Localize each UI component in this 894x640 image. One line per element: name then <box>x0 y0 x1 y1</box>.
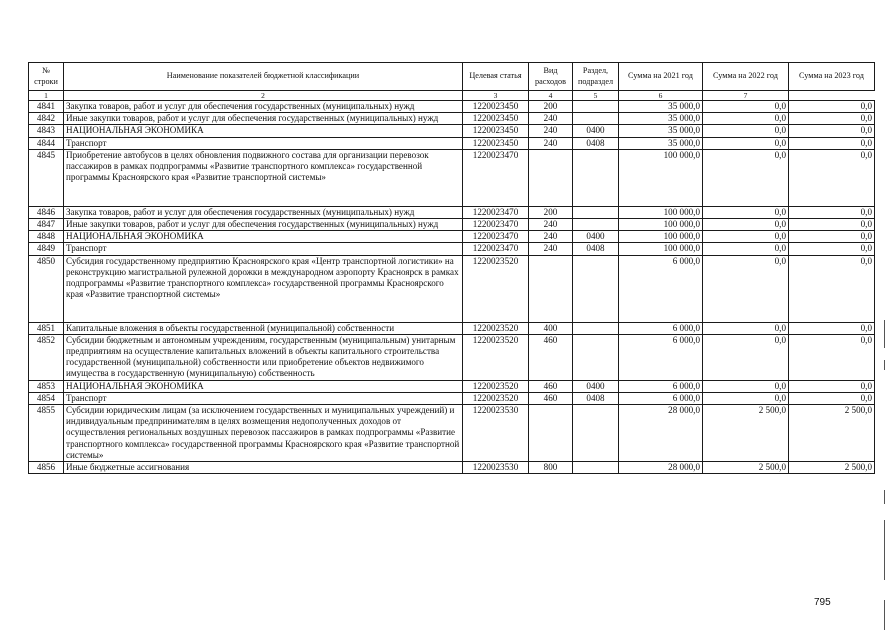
row-number: 4847 <box>29 219 64 231</box>
row-number: 4850 <box>29 255 64 322</box>
table-row <box>29 231 875 243</box>
row-number: 4854 <box>29 392 64 404</box>
header-sum-2021: Сумма на 2021 год <box>619 63 703 91</box>
row-sum-2022: 0,0 <box>703 334 789 380</box>
row-exp-type: 460 <box>529 380 573 392</box>
row-section: 0408 <box>573 392 619 404</box>
row-sum-2021: 100 000,0 <box>619 231 703 243</box>
scan-edge-mark <box>884 360 885 370</box>
row-exp-type: 200 <box>529 101 573 113</box>
table-row <box>29 392 875 404</box>
row-section <box>573 322 619 334</box>
row-exp-type: 240 <box>529 137 573 149</box>
row-exp-type: 200 <box>529 206 573 218</box>
column-number: 1 <box>29 91 64 101</box>
table-row <box>29 206 875 218</box>
row-target: 1220023520 <box>463 392 529 404</box>
row-sum-2023: 2 500,0 <box>789 462 875 474</box>
table-row <box>29 113 875 125</box>
row-sum-2023: 0,0 <box>789 380 875 392</box>
row-sum-2023: 0,0 <box>789 101 875 113</box>
row-sum-2022: 0,0 <box>703 243 789 255</box>
row-sum-2021: 6 000,0 <box>619 255 703 322</box>
row-target: 1220023520 <box>463 322 529 334</box>
row-name: Транспорт <box>64 392 463 404</box>
row-sum-2021: 6 000,0 <box>619 334 703 380</box>
row-section <box>573 113 619 125</box>
row-sum-2021: 6 000,0 <box>619 322 703 334</box>
row-sum-2021: 35 000,0 <box>619 125 703 137</box>
budget-table <box>28 62 875 474</box>
row-section: 0408 <box>573 243 619 255</box>
row-number: 4842 <box>29 113 64 125</box>
row-sum-2022: 0,0 <box>703 206 789 218</box>
row-sum-2023: 0,0 <box>789 137 875 149</box>
row-sum-2022: 0,0 <box>703 219 789 231</box>
header-indicator-name: Наименование показателей бюджетной классификации <box>64 63 463 91</box>
row-sum-2023: 0,0 <box>789 255 875 322</box>
table-row <box>29 405 875 462</box>
row-name: НАЦИОНАЛЬНАЯ ЭКОНОМИКА <box>64 125 463 137</box>
scan-edge-mark <box>884 320 885 348</box>
row-number: 4848 <box>29 231 64 243</box>
row-name: Иные закупки товаров, работ и услуг для обеспечения государственных (муниципальных) нужд <box>64 219 463 231</box>
row-sum-2023: 0,0 <box>789 392 875 404</box>
row-sum-2022: 2 500,0 <box>703 462 789 474</box>
scan-edge-mark <box>884 520 885 580</box>
row-number: 4853 <box>29 380 64 392</box>
row-sum-2021: 35 000,0 <box>619 101 703 113</box>
header-row <box>29 63 875 91</box>
row-sum-2021: 100 000,0 <box>619 219 703 231</box>
row-sum-2023: 0,0 <box>789 231 875 243</box>
row-name: Субсидии юридическим лицам (за исключением государственных и муниципальных учреждений) и индивидуальным предпринимателям в целях возмещения недополученных доходов от осуществления региональных воздушных перевозок пассажиров в рамках подпрограммы «Развитие транспортного комплекса» государственной программы Красноярского края «Развитие транспортной системы» <box>64 405 463 462</box>
table-body <box>29 101 875 474</box>
row-sum-2021: 35 000,0 <box>619 113 703 125</box>
row-target: 1220023530 <box>463 462 529 474</box>
row-section: 0400 <box>573 125 619 137</box>
row-sum-2022: 0,0 <box>703 113 789 125</box>
row-number: 4843 <box>29 125 64 137</box>
row-sum-2022: 2 500,0 <box>703 405 789 462</box>
row-sum-2023: 0,0 <box>789 243 875 255</box>
row-name: Капитальные вложения в объекты государственной (муниципальной) собственности <box>64 322 463 334</box>
row-exp-type: 400 <box>529 322 573 334</box>
table-row <box>29 125 875 137</box>
scan-edge-mark <box>884 490 885 504</box>
row-sum-2022: 0,0 <box>703 231 789 243</box>
row-section <box>573 149 619 206</box>
row-section <box>573 206 619 218</box>
row-sum-2021: 100 000,0 <box>619 206 703 218</box>
row-name: Иные закупки товаров, работ и услуг для обеспечения государственных (муниципальных) нужд <box>64 113 463 125</box>
row-sum-2022: 0,0 <box>703 125 789 137</box>
row-sum-2022: 0,0 <box>703 149 789 206</box>
row-number: 4846 <box>29 206 64 218</box>
row-sum-2023: 0,0 <box>789 219 875 231</box>
row-number: 4856 <box>29 462 64 474</box>
row-target: 1220023450 <box>463 137 529 149</box>
row-name: Закупка товаров, работ и услуг для обеспечения государственных (муниципальных) нужд <box>64 101 463 113</box>
row-sum-2021: 6 000,0 <box>619 392 703 404</box>
row-section: 0400 <box>573 231 619 243</box>
row-name: Субсидии бюджетным и автономным учреждениям, государственным (муниципальным) унитарным предприятиям на осуществление капитальных вложений в объекты капитального строительства государственной (муниципальной) собственности или приобретение объектов недвижимого имущества в государственную (муниципальную) собственность <box>64 334 463 380</box>
row-target: 1220023470 <box>463 149 529 206</box>
row-sum-2022: 0,0 <box>703 101 789 113</box>
row-section <box>573 255 619 322</box>
row-number: 4852 <box>29 334 64 380</box>
row-exp-type: 460 <box>529 392 573 404</box>
header-section: Раздел, подраздел <box>573 63 619 91</box>
table-row <box>29 255 875 322</box>
row-exp-type: 240 <box>529 231 573 243</box>
row-target: 1220023520 <box>463 255 529 322</box>
table-row <box>29 334 875 380</box>
row-section: 0408 <box>573 137 619 149</box>
column-number: 4 <box>529 91 573 101</box>
row-target: 1220023450 <box>463 113 529 125</box>
row-target: 1220023470 <box>463 206 529 218</box>
table-row <box>29 149 875 206</box>
row-sum-2022: 0,0 <box>703 380 789 392</box>
row-name: Иные бюджетные ассигнования <box>64 462 463 474</box>
row-exp-type <box>529 255 573 322</box>
row-sum-2023: 0,0 <box>789 334 875 380</box>
row-number: 4851 <box>29 322 64 334</box>
row-number: 4844 <box>29 137 64 149</box>
row-name: Приобретение автобусов в целях обновления подвижного состава для организации перевозок пассажиров в рамках подпрограммы «Развитие транспортного комплекса» государственной программы Красноярского края «Развитие транспортной системы» <box>64 149 463 206</box>
column-number: 6 <box>619 91 703 101</box>
column-number-row <box>29 91 875 101</box>
row-target: 1220023470 <box>463 243 529 255</box>
row-name: НАЦИОНАЛЬНАЯ ЭКОНОМИКА <box>64 231 463 243</box>
row-name: Закупка товаров, работ и услуг для обеспечения государственных (муниципальных) нужд <box>64 206 463 218</box>
row-sum-2023: 0,0 <box>789 113 875 125</box>
row-target: 1220023530 <box>463 405 529 462</box>
row-section <box>573 405 619 462</box>
row-target: 1220023520 <box>463 334 529 380</box>
row-sum-2021: 35 000,0 <box>619 137 703 149</box>
row-sum-2021: 6 000,0 <box>619 380 703 392</box>
row-sum-2021: 100 000,0 <box>619 243 703 255</box>
row-sum-2023: 0,0 <box>789 322 875 334</box>
table-row <box>29 243 875 255</box>
row-section <box>573 219 619 231</box>
table-row <box>29 219 875 231</box>
row-sum-2021: 100 000,0 <box>619 149 703 206</box>
row-section: 0400 <box>573 380 619 392</box>
header-sum-2022: Сумма на 2022 год <box>703 63 789 91</box>
row-sum-2023: 2 500,0 <box>789 405 875 462</box>
row-sum-2023: 0,0 <box>789 206 875 218</box>
row-exp-type <box>529 405 573 462</box>
row-exp-type: 460 <box>529 334 573 380</box>
row-sum-2021: 28 000,0 <box>619 405 703 462</box>
row-sum-2023: 0,0 <box>789 149 875 206</box>
row-number: 4841 <box>29 101 64 113</box>
table-row <box>29 101 875 113</box>
row-exp-type: 240 <box>529 219 573 231</box>
row-name: НАЦИОНАЛЬНАЯ ЭКОНОМИКА <box>64 380 463 392</box>
row-number: 4849 <box>29 243 64 255</box>
row-name: Транспорт <box>64 243 463 255</box>
column-number: 3 <box>463 91 529 101</box>
row-number: 4855 <box>29 405 64 462</box>
table-row <box>29 137 875 149</box>
row-sum-2022: 0,0 <box>703 392 789 404</box>
row-target: 1220023470 <box>463 219 529 231</box>
column-number: 7 <box>703 91 789 101</box>
table-row <box>29 462 875 474</box>
row-exp-type <box>529 149 573 206</box>
row-sum-2023: 0,0 <box>789 125 875 137</box>
row-sum-2022: 0,0 <box>703 322 789 334</box>
row-target: 1220023450 <box>463 125 529 137</box>
row-name: Субсидия государственному предприятию Красноярского края «Центр транспортной логистики» на реконструкцию магистральной рулежной дорожки в международном аэропорту Красноярск в рамках подпрограммы «Развитие транспортного комплекса» государственной программы Красноярского края «Развитие транспортной системы» <box>64 255 463 322</box>
row-exp-type: 240 <box>529 243 573 255</box>
table-row <box>29 380 875 392</box>
row-target: 1220023470 <box>463 231 529 243</box>
page-number: 795 <box>814 597 831 608</box>
row-target: 1220023450 <box>463 101 529 113</box>
row-exp-type: 800 <box>529 462 573 474</box>
header-expense-type: Вид расходов <box>529 63 573 91</box>
row-exp-type: 240 <box>529 125 573 137</box>
row-target: 1220023520 <box>463 380 529 392</box>
column-number: 5 <box>573 91 619 101</box>
header-row-number: № строки <box>29 63 64 91</box>
table-row <box>29 322 875 334</box>
row-exp-type: 240 <box>529 113 573 125</box>
row-sum-2022: 0,0 <box>703 255 789 322</box>
header-sum-2023: Сумма на 2023 год <box>789 63 875 91</box>
column-number: 2 <box>64 91 463 101</box>
header-target-article: Целевая статья <box>463 63 529 91</box>
row-number: 4845 <box>29 149 64 206</box>
row-section <box>573 101 619 113</box>
row-section <box>573 334 619 380</box>
row-sum-2021: 28 000,0 <box>619 462 703 474</box>
row-section <box>573 462 619 474</box>
scan-edge-mark <box>884 600 885 630</box>
row-name: Транспорт <box>64 137 463 149</box>
row-sum-2022: 0,0 <box>703 137 789 149</box>
